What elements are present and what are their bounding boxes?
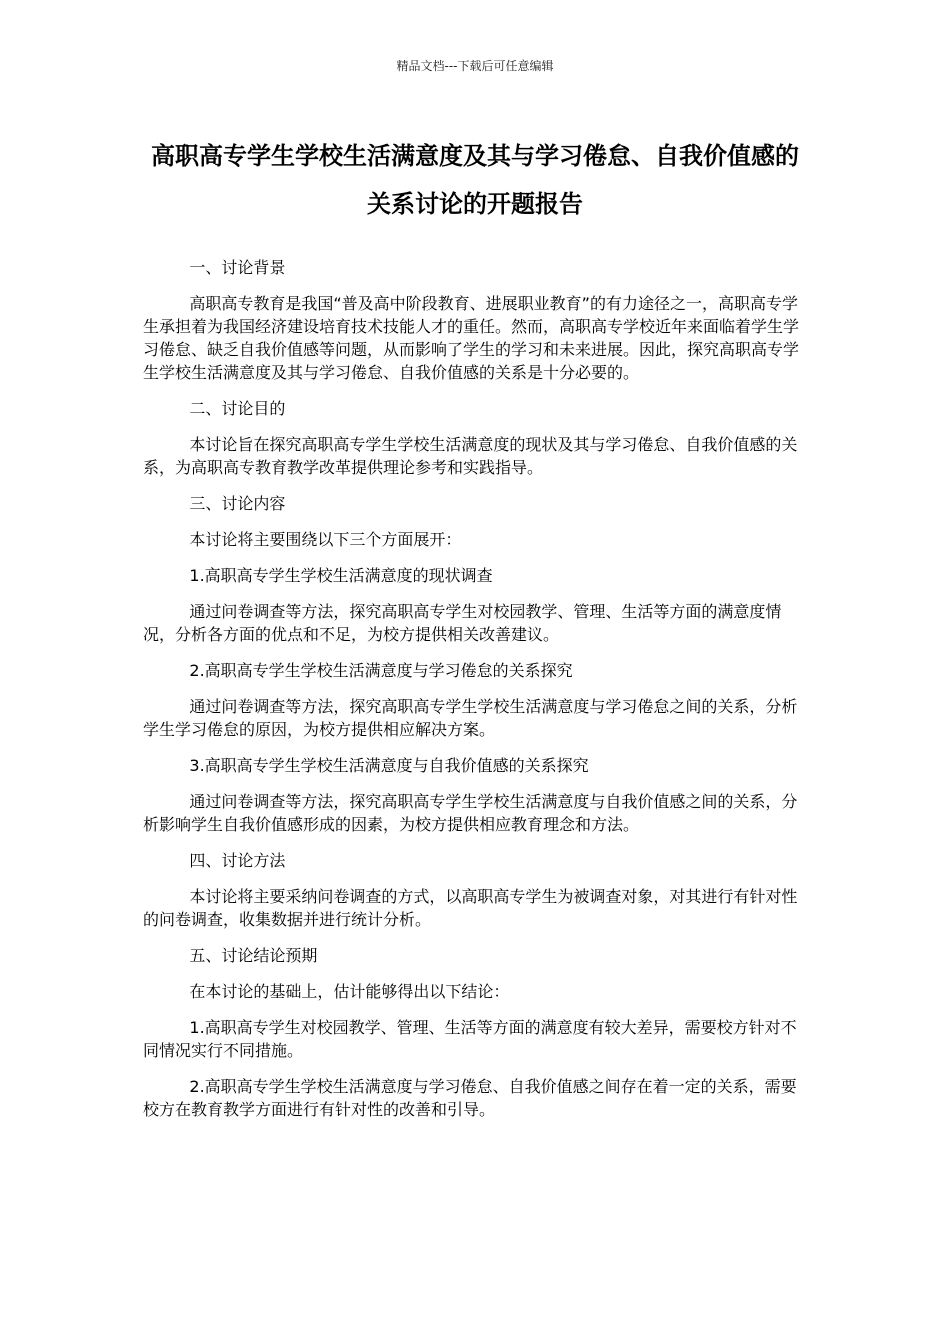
document-body [143, 256, 807, 1134]
paragraph-content-3: 通过问卷调查等方法，探究高职高专学生学校生活满意度与自我价值感之间的关系，分析影响学生自我价值感形成的因素，为校方提供相应教育理念和方法。 [143, 792, 798, 834]
paragraph-background: 高职高专教育是我国“普及高中阶段教育、进展职业教育”的有力途径之一，高职高专学生承担着为我国经济建设培育技术技能人才的重任。然而，高职高专学校近年来面临着学生学习倦怠、缺乏自我价值感等问题，从而影响了学生的学习和未来进展。因此，探究高职高专学生学校生活满意度及其与学习倦怠、自我价值感的关系是十分必要的。 [143, 294, 800, 382]
paragraph-purpose: 本讨论旨在探究高职高专学生学校生活满意度的现状及其与学习倦怠、自我价值感的关系，为高职高专教育教学改革提供理论参考和实践指导。 [143, 435, 798, 477]
paragraph-content-2: 通过问卷调查等方法，探究高职高专学生学校生活满意度与学习倦怠之间的关系，分析学生学习倦怠的原因，为校方提供相应解决方案。 [143, 697, 798, 739]
section-heading-background: 一、讨论背景 [189, 258, 286, 277]
section-heading-conclusion: 五、讨论结论预期 [189, 946, 318, 965]
paragraph-conclusion-1: 1.高职高专学生对校园教学、管理、生活等方面的满意度有较大差异，需要校方针对不同情况实行不同措施。 [143, 1018, 797, 1060]
paragraph-conclusion-intro: 在本讨论的基础上，估计能够得出以下结论： [189, 982, 510, 1001]
subheading-content-3: 3.高职高专学生学校生活满意度与自我价值感的关系探究 [189, 756, 589, 775]
section-heading-content: 三、讨论内容 [189, 494, 286, 513]
paragraph-content-intro: 本讨论将主要围绕以下三个方面展开： [189, 530, 462, 549]
section-heading-method: 四、讨论方法 [189, 851, 286, 870]
subheading-content-1: 1.高职高专学生学校生活满意度的现状调查 [189, 566, 493, 585]
document-title: 高职高专学生学校生活满意度及其与学习倦怠、自我价值感的关系讨论的开题报告 [151, 142, 799, 218]
section-heading-purpose: 二、讨论目的 [189, 399, 286, 418]
subheading-content-2: 2.高职高专学生学校生活满意度与学习倦怠的关系探究 [189, 661, 573, 680]
paragraph-conclusion-2: 2.高职高专学生学校生活满意度与学习倦怠、自我价值感之间存在着一定的关系，需要校方在教育教学方面进行有针对性的改善和引导。 [143, 1077, 797, 1119]
paragraph-content-1: 通过问卷调查等方法，探究高职高专学生对校园教学、管理、生活等方面的满意度情况，分析各方面的优点和不足，为校方提供相关改善建议。 [143, 602, 782, 644]
page-header: 精品文档---下载后可任意编辑 [396, 59, 554, 73]
paragraph-method: 本讨论将主要采纳问卷调查的方式，以高职高专学生为被调查对象，对其进行有针对性的问卷调查，收集数据并进行统计分析。 [143, 887, 798, 929]
